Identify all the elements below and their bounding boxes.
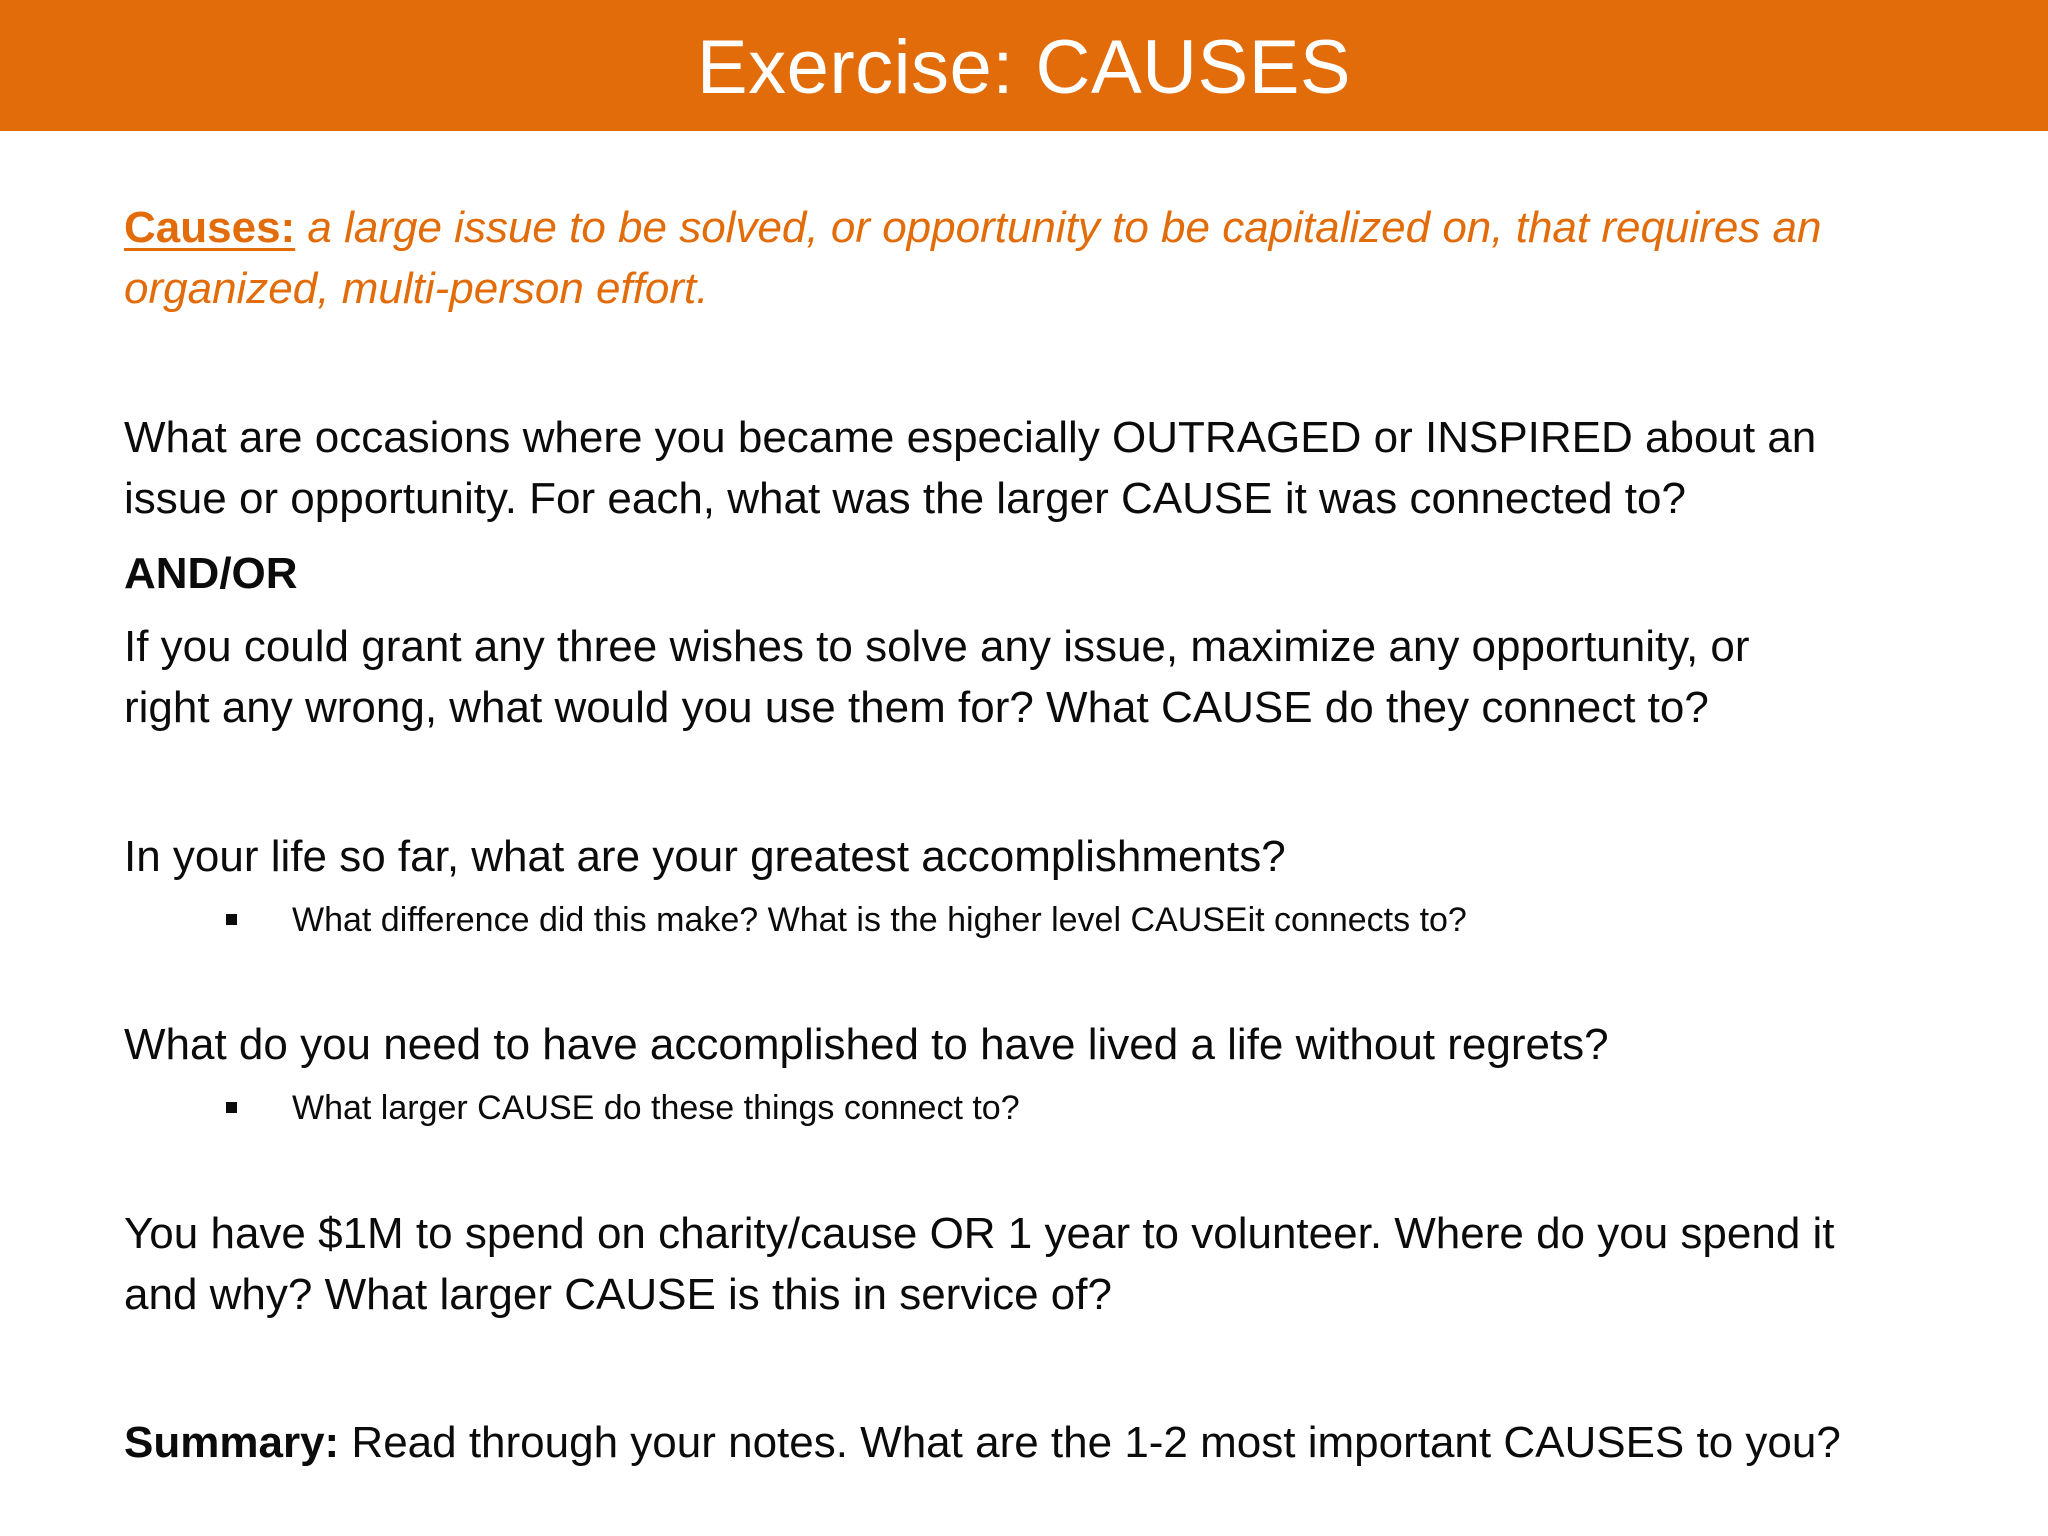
question-accomplishments: In your life so far, what are your greatest accomplishments? [124,832,1286,881]
slide-title: Exercise: CAUSES [696,24,1352,110]
question-2-line-2: right any wrong, what would you use them for? What CAUSE do they connect to? [124,683,1709,732]
title-bar [0,0,2048,131]
question-one-million [124,1203,2004,1325]
question-no-regrets: What do you need to have accomplished to have lived a life without regrets? [124,1020,1609,1069]
summary-text: Read through your notes. What are the 1-2 most important CAUSES to you? [339,1418,1841,1467]
question-5-line-1: You have $1M to spend on charity/cause OR 1 year to volunteer. Where do you spend it [124,1209,1835,1258]
definition-text-1: a large issue to be solved, or opportunity to be capitalized on, that requires an [307,203,1822,252]
definition-line-1 [124,197,2004,258]
sub-question-2-text: What larger CAUSE do these things connect to? [292,1089,1020,1127]
question-5-line-2: and why? What larger CAUSE is this in service of? [124,1270,1112,1319]
summary-label: Summary: [124,1418,340,1467]
square-bullet-icon [226,1102,237,1113]
question-1-line-1: What are occasions where you became especially OUTRAGED or INSPIRED about an [124,413,1817,462]
question-outraged-inspired [124,407,2004,529]
causes-definition [124,197,2004,319]
and-or-separator: AND/OR [124,549,298,598]
question-2-line-1: If you could grant any three wishes to solve any issue, maximize any opportunity, or [124,622,1750,671]
square-bullet-icon [226,914,237,925]
definition-term: Causes: [124,203,296,252]
definition-text-2: organized, multi-person effort. [124,264,709,313]
question-1-line-2: issue or opportunity. For each, what was the larger CAUSE it was connected to? [124,474,1686,523]
summary [124,1412,2004,1473]
sub-question-1-text: What difference did this make? What is the higher level CAUSEit connects to? [292,901,1467,939]
question-three-wishes [124,616,2004,738]
